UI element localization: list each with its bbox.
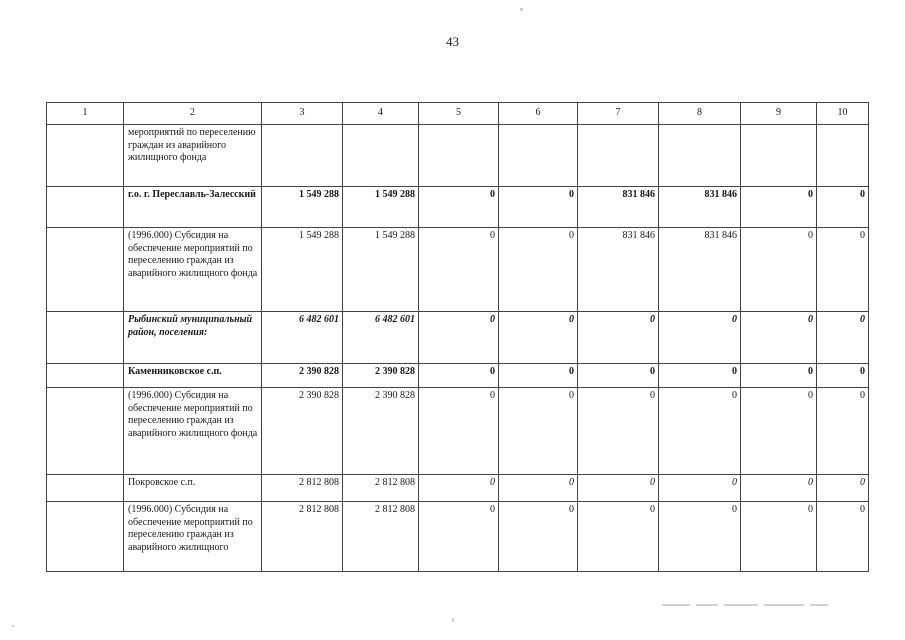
column-7-value-cell: 831 846 [578,187,659,228]
row-name-cell: (1996.000) Субсидия на обеспечение мероприятий по переселению граждан из аварийного жилищного [124,502,262,572]
row-name-cell: Покровское с.п. [124,475,262,502]
faint-stamp-marks [662,596,852,612]
column-7-value-cell: 0 [578,475,659,502]
column-7-value-cell: 0 [578,502,659,572]
column-8-value-cell [659,125,741,187]
column-5-value-cell: 0 [419,388,499,475]
page-number: 43 [446,34,459,49]
column-6-value-cell: 0 [499,502,578,572]
column-6-value-cell: 0 [499,228,578,312]
column-header-8: 8 [659,103,741,125]
column-header-4: 4 [343,103,419,125]
column-6-value-cell: 0 [499,475,578,502]
column-3-value-cell [262,125,343,187]
column-7-value-cell [578,125,659,187]
column-8-value-cell: 0 [659,312,741,364]
column-header-6: 6 [499,103,578,125]
column-8-value-cell: 831 846 [659,228,741,312]
column-9-value-cell [741,125,817,187]
column-9-value-cell: 0 [741,502,817,572]
column-10-value-cell: 0 [817,312,869,364]
column-9-value-cell: 0 [741,388,817,475]
column-8-value-cell: 0 [659,502,741,572]
table-row [47,312,869,364]
row-index-cell [47,364,124,388]
row-name-cell: г.о. г. Переславль-Залесский [124,187,262,228]
column-10-value-cell: 0 [817,228,869,312]
column-5-value-cell [419,125,499,187]
column-4-value-cell: 2 812 808 [343,475,419,502]
row-index-cell [47,125,124,187]
table-row [47,228,869,312]
row-name-cell: Рыбинский муниципальный район, поселения: [124,312,262,364]
column-9-value-cell: 0 [741,475,817,502]
column-6-value-cell: 0 [499,312,578,364]
column-10-value-cell: 0 [817,502,869,572]
column-3-value-cell: 1 549 288 [262,228,343,312]
column-10-value-cell: 0 [817,364,869,388]
row-name-cell: Каменниковское с.п. [124,364,262,388]
row-index-cell [47,187,124,228]
column-3-value-cell: 2 390 828 [262,388,343,475]
row-index-cell [47,228,124,312]
row-index-cell [47,388,124,475]
column-3-value-cell: 2 812 808 [262,475,343,502]
column-4-value-cell: 2 812 808 [343,502,419,572]
column-7-value-cell: 0 [578,388,659,475]
column-10-value-cell: 0 [817,388,869,475]
column-6-value-cell [499,125,578,187]
column-4-value-cell [343,125,419,187]
column-9-value-cell: 0 [741,187,817,228]
column-9-value-cell: 0 [741,364,817,388]
column-10-value-cell: 0 [817,187,869,228]
row-index-cell [47,312,124,364]
header-row [47,103,869,125]
column-5-value-cell: 0 [419,364,499,388]
column-10-value-cell [817,125,869,187]
table-row [47,125,869,187]
column-header-2: 2 [124,103,262,125]
column-8-value-cell: 0 [659,388,741,475]
table-row [47,364,869,388]
column-6-value-cell: 0 [499,364,578,388]
column-9-value-cell: 0 [741,228,817,312]
column-header-3: 3 [262,103,343,125]
column-4-value-cell: 1 549 288 [343,228,419,312]
column-4-value-cell: 2 390 828 [343,364,419,388]
table-row [47,502,869,572]
column-5-value-cell: 0 [419,228,499,312]
column-3-value-cell: 1 549 288 [262,187,343,228]
column-4-value-cell: 6 482 601 [343,312,419,364]
column-5-value-cell: 0 [419,312,499,364]
column-header-7: 7 [578,103,659,125]
column-3-value-cell: 2 812 808 [262,502,343,572]
table-body [47,103,869,572]
row-index-cell [47,502,124,572]
table-row [47,388,869,475]
column-header-5: 5 [419,103,499,125]
table-row [47,475,869,502]
row-name-cell: (1996.000) Субсидия на обеспечение мероприятий по переселению граждан из аварийного жилищного фонда [124,228,262,312]
column-8-value-cell: 831 846 [659,187,741,228]
row-index-cell [47,475,124,502]
column-7-value-cell: 0 [578,364,659,388]
column-9-value-cell: 0 [741,312,817,364]
column-7-value-cell: 0 [578,312,659,364]
column-header-9: 9 [741,103,817,125]
column-4-value-cell: 2 390 828 [343,388,419,475]
scan-speck [452,618,454,622]
table-row [47,187,869,228]
column-10-value-cell: 0 [817,475,869,502]
scan-speck [520,8,523,11]
scan-speck [12,625,14,627]
column-5-value-cell: 0 [419,187,499,228]
column-3-value-cell: 6 482 601 [262,312,343,364]
column-3-value-cell: 2 390 828 [262,364,343,388]
column-8-value-cell: 0 [659,475,741,502]
column-header-10: 10 [817,103,869,125]
column-5-value-cell: 0 [419,502,499,572]
column-6-value-cell: 0 [499,388,578,475]
column-header-1: 1 [47,103,124,125]
column-8-value-cell: 0 [659,364,741,388]
column-6-value-cell: 0 [499,187,578,228]
budget-table [46,102,869,572]
column-5-value-cell: 0 [419,475,499,502]
row-name-cell: мероприятий по переселению граждан из аварийного жилищного фонда [124,125,262,187]
column-7-value-cell: 831 846 [578,228,659,312]
row-name-cell: (1996.000) Субсидия на обеспечение мероприятий по переселению граждан из аварийного жилищного фонда [124,388,262,475]
column-4-value-cell: 1 549 288 [343,187,419,228]
